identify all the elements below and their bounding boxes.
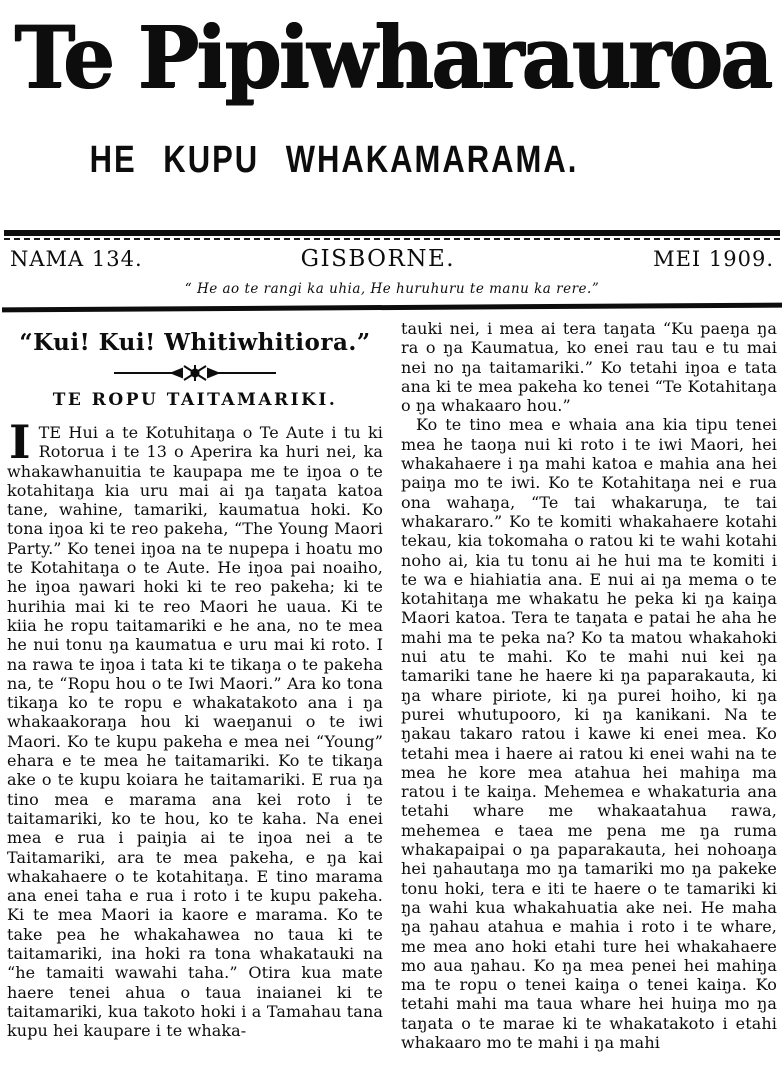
drop-cap: I: [9, 415, 31, 469]
article-paragraph-right-2: Ko te tino mea e whaia ana kia tipu tenei mea he taoŋa nui ki roto i te iwi Maori, hei whakahaere i ŋa mahi katoa e mahia ana hei paiŋa mo te iwi. Ko te Kotahitaŋa nei e rua ona wahaŋa, “Te tai whakaruŋa, te tai whakararo.” Ko te komiti whakahaere kotahi tekau, kia tokomaha o ratou ki te wahi kotahi noho ai, kia tu tonu ai he hui ma te komiti i te wa e hiahiatia ana. E nui ai ŋa mema o te kotahitaŋa me whakatu he peka ki ŋa kaiŋa Maori katoa. Tera te taŋata e patai he aha he mahi ma te peka na? Ko ta matou whakahoki nui atu te mahi. Ko te mahi nui kei ŋa tamariki tane he haere ki ŋa paparakauta, ki ŋa whare piriote, ki ŋa purei hoiho, ki ŋa purei whutupooro, ki ŋa kanikani. Na te ŋakau takaro ratou i kawe ki enei mea. Ko tetahi mea i haere ai ratou ki enei wahi na te mea he kore mea atahua hei mahiŋa ma ratou i te kaiŋa. Mehemea e whakaturia ana tetahi whare me whakaatahua rawa, mehemea e taea me pena me ŋa ruma whakapaipai o ŋa paparakauta, hei nohoaŋa hei ŋahautaŋa mo ŋa tamariki mo ŋa pakeke tonu hoki, tera e iti te haere o te tamariki ki ŋa wahi kua whakahuatia ake nei. He maha ŋa ŋahau atahua e mahia i roto i te whare, me mea ano hoki etahi ture hei whakahaere mo aua ŋahau. Ko ŋa mea penei hei mahiŋa ma te ropu o tenei kaiŋa o tenei kaiŋa. Ko tetahi mahi ma taua whare hei huiŋa mo ŋa taŋata o te marae ki te whakatakoto i etahi whakaaro mo te mahi i ŋa mahi: [401, 415, 777, 1052]
masthead: [0, 0, 784, 181]
issue-date: MEI 1909.: [653, 247, 774, 271]
top-rule: [4, 230, 780, 236]
dateline: [0, 246, 784, 272]
motto: “ He ao te rangi ka uhia, He huruhuru te manu ka rere.”: [184, 281, 600, 297]
right-column: [401, 317, 777, 1052]
section-title: “Kui! Kui! Whitiwhitiora.”: [19, 329, 371, 356]
article-paragraph-right-1: tauki nei, i mea ai tera taŋata “Ku paeŋa ŋa ra o ŋa Kaumatua, ko enei rau tau e tu mai nei no ŋa taitamariki.” Ko tetahi iŋoa e tata ana ki te mea pakeha ko tenei “Te Kotahitaŋa o ŋa whakaaro hou.”: [401, 319, 777, 416]
place-name: GISBORNE.: [300, 246, 456, 272]
article-title: TE ROPU TAITAMARIKI.: [52, 390, 338, 410]
newspaper-subtitle: HE KUPU WHAKAMARAMA.: [89, 138, 579, 181]
left-column: [7, 317, 383, 1052]
issue-number: NAMA 134.: [10, 247, 143, 271]
article-paragraph-left: [7, 415, 383, 1041]
newspaper-title: Te Pipiwharauroa: [14, 8, 770, 108]
mid-rule: [2, 303, 782, 313]
top-rule-dashed: [4, 238, 780, 240]
article-columns: [0, 317, 784, 1052]
ornament-divider-icon: [110, 364, 280, 382]
article-paragraph-left-text: TE Hui a te Kotuhitaŋa o Te Aute i tu ki Rotorua i te 13 o Aperira ka huri nei, ka whakawhanuitia te kaupapa me te iŋoa o te kotahitaŋa kia uru mai ai ŋa taŋata katoa tane, wahine, tamariki, kaumatua hoki. Ko tona iŋoa ki te reo pakeha, “The Young Maori Party.” Ko tenei iŋoa na te nupepa i hoatu mo te Kotahitaŋa o te Aute. He iŋoa pai noaiho, he iŋoa ŋawari hoki ki te reo pakeha; ki te hurihia mai ki te reo Maori he uaua. Ki te kiia he ropu taitamariki e he ana, no te mea he nui tonu ŋa kaumatua e uru mai ki roto. I na rawa te iŋoa i tata ki te tikaŋa o te pakeha na, te “Ropu hou o te Iwi Maori.” Ara ko tona tikaŋa ko te ropu e whakatakoto ana i ŋa whakaakoraŋa hou ki waeŋanui o te iwi Maori. Ko te kupu pakeha e mea nei “Young” ehara e te mea he taitamariki. Ko te tikaŋa ake o te kupu koiara he taitamariki. E rua ŋa tino mea e marama ana kei roto i te taitamariki, ko te hou, ko te kaha. Na enei mea e rua i paiŋia ai te iŋoa nei a te Taitamariki, ara te mea pakeha, e ŋa kai whakahaere o te kotahitaŋa. E tino marama ana enei taha e rua i roto i te kupu pakeha. Ki te mea Maori ia kaore e marama. Ko te take pea he whakahawea no taua ki te taitamariki, ina hoki ra tona whakatauki na “he tamaiti wawahi taha.” Otira kua mate haere tenei ahua o taua inaianei ki te taitamariki, kua takoto hoki i a Tamahau tana kupu hei kaupare i te whaka-: [7, 423, 383, 1041]
